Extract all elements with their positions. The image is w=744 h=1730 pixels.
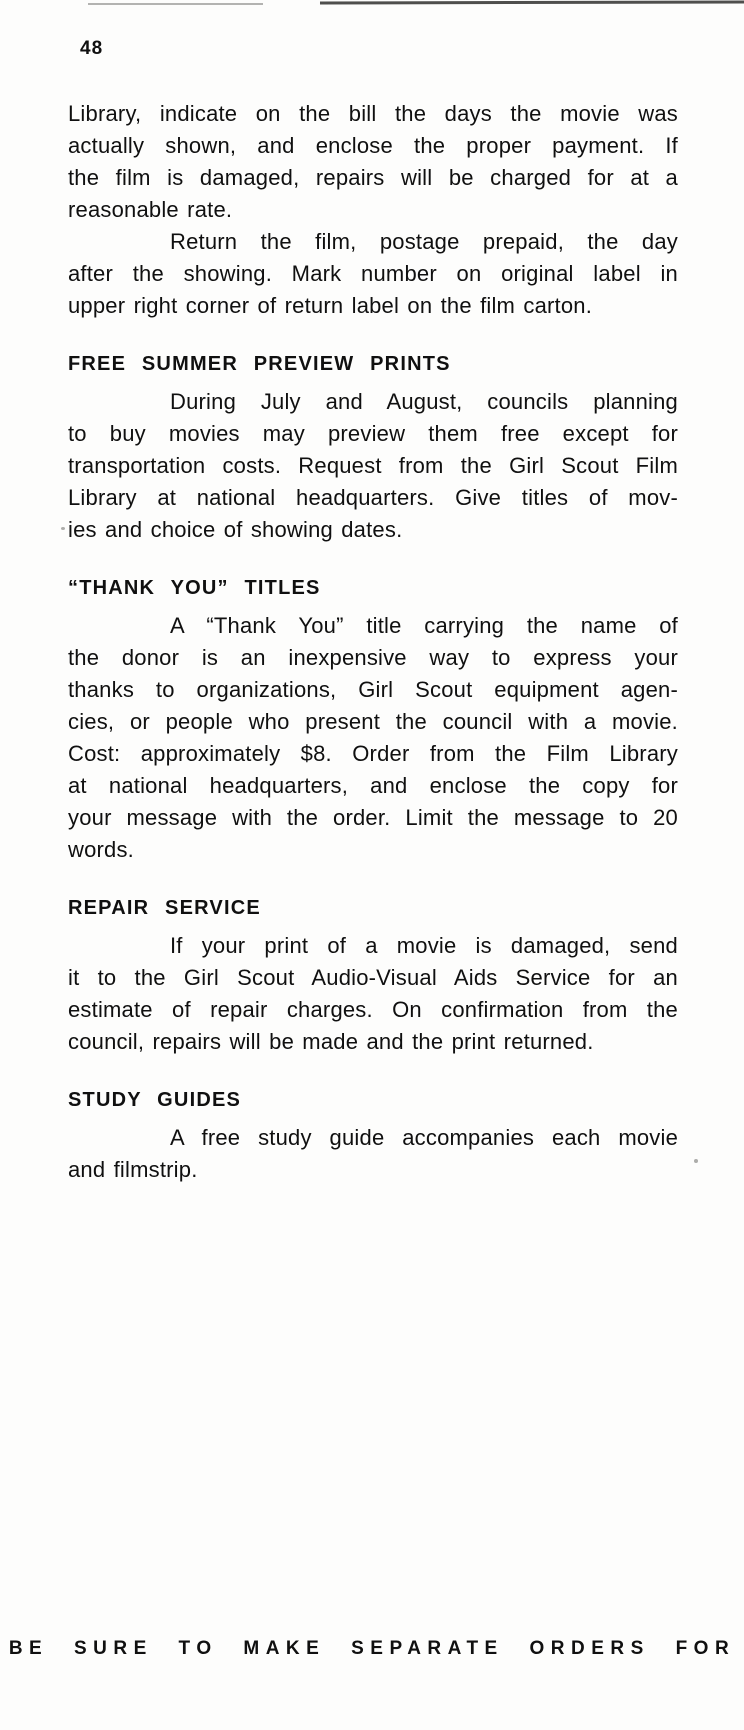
text-line: Cost: approximately $8. Order from the Film Library <box>68 741 678 766</box>
paragraph <box>68 610 678 866</box>
footer-continuation-note: BE SURE TO MAKE SEPARATE ORDERS FOR <box>8 1638 736 1659</box>
text-line: to buy movies may preview them free except for <box>68 421 678 446</box>
heading-free-summer-preview-prints: FREE SUMMER PREVIEW PRINTS <box>68 353 451 375</box>
text-line: the donor is an inexpensive way to express your <box>68 645 678 670</box>
paragraph <box>68 930 678 1058</box>
paragraph <box>68 226 678 322</box>
page-number: 48 <box>80 38 104 59</box>
text-line: Library, indicate on the bill the days the movie was <box>68 101 678 126</box>
text-line: words. <box>68 837 134 862</box>
text-line: the film is damaged, repairs will be charged for at a <box>68 165 678 190</box>
heading-study-guides: STUDY GUIDES <box>68 1089 242 1111</box>
text-line: A free study guide accompanies each movie <box>170 1125 678 1150</box>
text-line: thanks to organizations, Girl Scout equipment agen- <box>68 677 678 702</box>
text-line: A “Thank You” title carrying the name of <box>170 613 678 638</box>
text-line: Library at national headquarters. Give titles of mov- <box>68 485 678 510</box>
text-line: If your print of a movie is damaged, send <box>170 933 678 958</box>
heading-repair-service: REPAIR SERVICE <box>68 897 261 919</box>
text-line: after the showing. Mark number on original label in <box>68 261 678 286</box>
text-line: Return the film, postage prepaid, the day <box>170 229 678 254</box>
scan-artifact-dot <box>61 527 65 530</box>
page-body <box>68 98 678 1186</box>
text-line: council, repairs will be made and the print returned. <box>68 1029 594 1054</box>
text-line: actually shown, and enclose the proper payment. If <box>68 133 678 158</box>
text-line: your message with the order. Limit the message to 20 <box>68 805 678 830</box>
text-line: at national headquarters, and enclose the copy for <box>68 773 678 798</box>
text-line: ies and choice of showing dates. <box>68 517 403 542</box>
scan-artifact-dot <box>694 1159 698 1163</box>
text-line: upper right corner of return label on the film carton. <box>68 293 593 318</box>
text-line: cies, or people who present the council with a movie. <box>68 709 678 734</box>
text-line: reasonable rate. <box>68 197 233 222</box>
text-line: estimate of repair charges. On confirmation from the <box>68 997 678 1022</box>
heading-thank-you-titles: “THANK YOU” TITLES <box>68 577 321 599</box>
paragraph <box>68 1122 678 1186</box>
paragraph <box>68 98 678 226</box>
paragraph <box>68 386 678 546</box>
scan-edge-artifact <box>88 3 263 5</box>
scan-edge-artifact <box>320 1 744 5</box>
text-line: During July and August, councils planning <box>170 389 678 414</box>
text-line: it to the Girl Scout Audio-Visual Aids Service for an <box>68 965 678 990</box>
text-line: and filmstrip. <box>68 1157 198 1182</box>
text-line: transportation costs. Request from the Girl Scout Film <box>68 453 678 478</box>
